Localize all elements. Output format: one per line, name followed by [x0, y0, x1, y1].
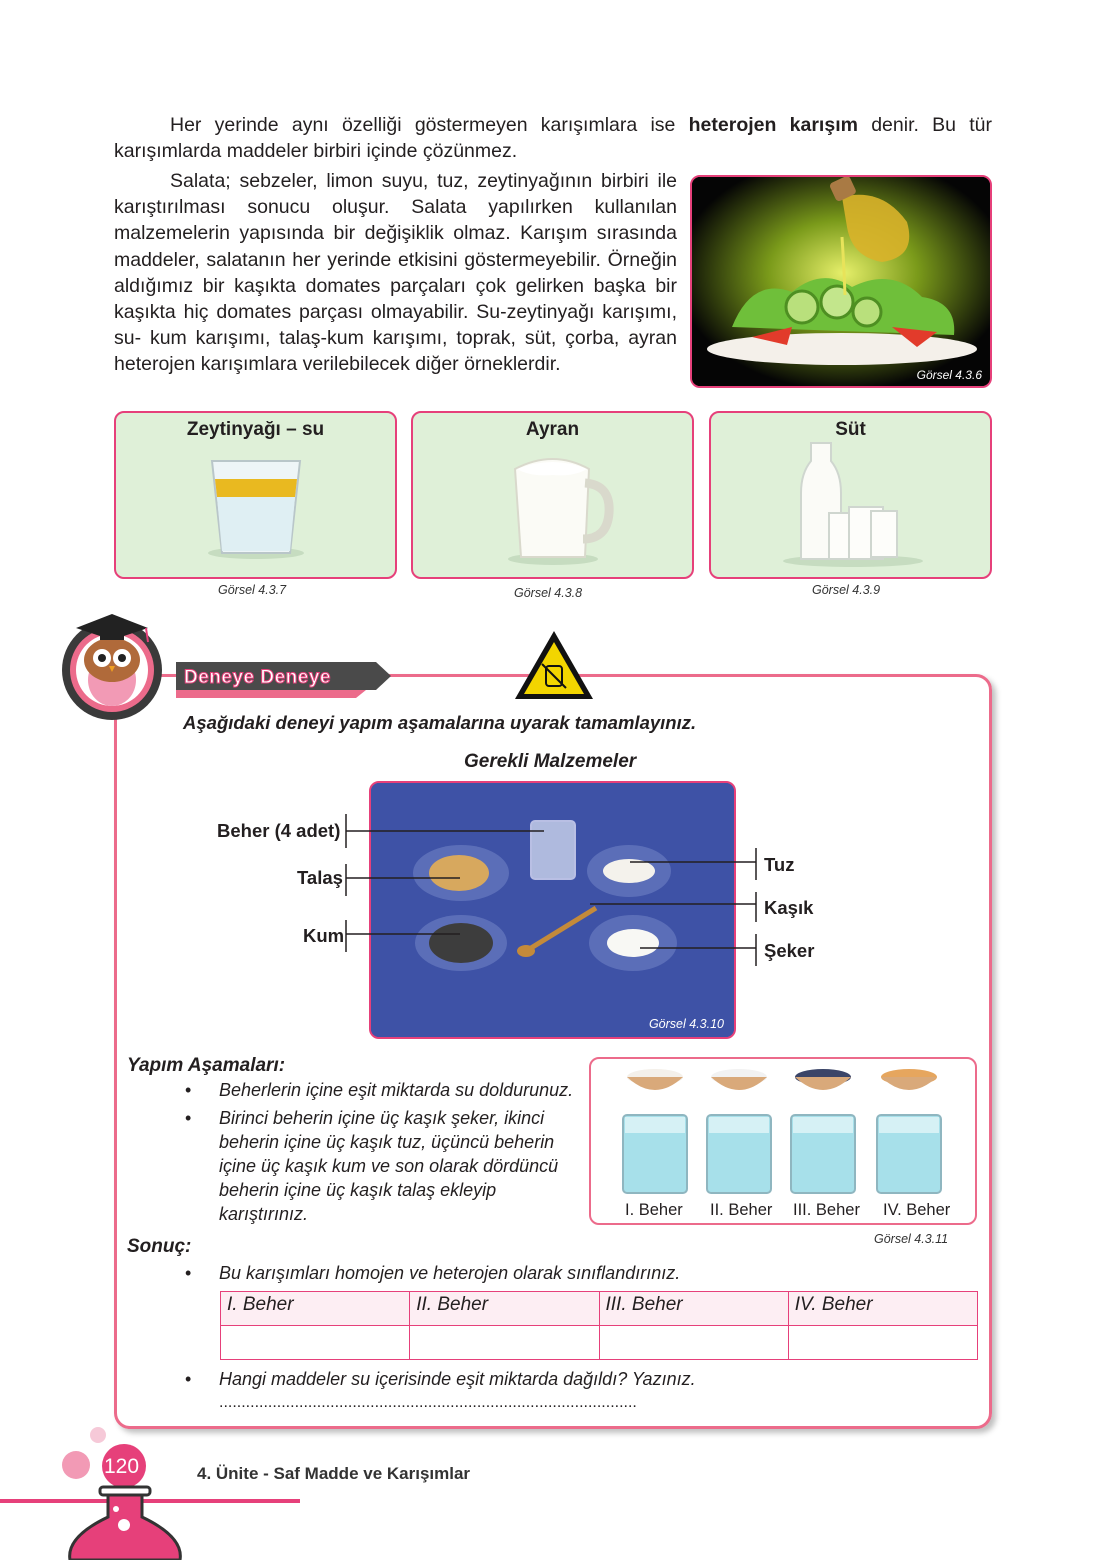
beaker-label-2: II. Beher: [710, 1201, 773, 1219]
salad-image: [690, 175, 992, 388]
materials-caption: Görsel 4.3.10: [648, 1017, 724, 1031]
banner-title: Deneye Deneye: [184, 667, 331, 688]
example-caption-3: Görsel 4.3.9: [812, 583, 881, 597]
answer-line[interactable]: ..............................................................................................: [219, 1394, 637, 1411]
classification-table: [220, 1291, 978, 1360]
answer-cell[interactable]: [221, 1326, 410, 1360]
steps-title: Yapım Aşamaları:: [127, 1055, 286, 1076]
question-text: Hangi maddeler su içerisinde eşit miktarda dağıldı? Yazınız.: [219, 1369, 696, 1389]
step-text: Beherlerin içine eşit miktarda su doldurunuz.: [219, 1080, 574, 1100]
example-sut: [709, 411, 992, 579]
intro-text: Her yerinde aynı özelliği göstermeyen karışımlara ise: [170, 114, 689, 136]
question-2: [185, 1367, 919, 1391]
beaker-label-4: IV. Beher: [883, 1201, 951, 1219]
table-header: III. Beher: [599, 1292, 788, 1326]
result-title: Sonuç:: [127, 1236, 192, 1257]
intro-paragraph-2: Salata; sebzeler, limon suyu, tuz, zeytinyağının birbiri ile karıştırılması sonucu oluşur. Salata yapılırken kullanılan malzemelerin yapısında bir değişiklik olmaz. Karışım sırasında maddeler, salatanın her yerinde etkisini göstermeyebilir. Örneğin aldığımız bir kaşıkta domates parçaları çok gelirken başka bir kaşıkta hiç domates parçası olmayabilir. Su-zeytinyağı karışımı, su- kum karışımı, talaş-kum karışımı, toprak, süt, çorba, ayran heterojen karışımlara verilebilecek diğer örneklerdir.: [114, 170, 677, 376]
label-kasik: Kaşık: [764, 897, 814, 918]
example-title: Ayran: [525, 419, 580, 440]
example-caption-1: Görsel 4.3.7: [218, 583, 287, 597]
step-text: Birinci beherin içine üç kaşık şeker, ikinci beherin içine üç kaşık tuz, üçüncü beherin içine üç kaşık kum ve son olarak dördüncü beherin içine üç kaşık talaş ekleyip karıştırınız.: [219, 1108, 559, 1224]
page-number: 120: [104, 1455, 140, 1478]
beakers-caption: Görsel 4.3.11: [874, 1232, 949, 1246]
label-talas: Talaş: [297, 867, 343, 888]
question-1: [185, 1261, 919, 1285]
example-title: Zeytinyağı – su: [186, 419, 325, 440]
step-1: [185, 1078, 599, 1102]
bullet: •: [185, 1263, 192, 1283]
answer-cell[interactable]: [788, 1326, 977, 1360]
question-text: Bu karışımları homojen ve heterojen olarak sınıflandırınız.: [219, 1263, 681, 1283]
heterojen-term: heterojen karışım: [688, 114, 858, 136]
label-kum: Kum: [303, 925, 345, 946]
label-tuz: Tuz: [764, 854, 795, 875]
example-ayran: [411, 411, 694, 579]
table-header-row: [221, 1292, 978, 1326]
flask-decoration-icon: [0, 1425, 300, 1560]
beaker-label-3: III. Beher: [793, 1201, 860, 1219]
bullet: •: [185, 1369, 192, 1389]
table-header: I. Beher: [221, 1292, 410, 1326]
answer-cell[interactable]: [410, 1326, 599, 1360]
table-header: IV. Beher: [788, 1292, 977, 1326]
table-answer-row: [221, 1326, 978, 1360]
experiment-banner: [176, 662, 391, 698]
example-title: Süt: [835, 419, 866, 440]
salad-caption: Görsel 4.3.6: [916, 368, 982, 382]
table-header: II. Beher: [410, 1292, 599, 1326]
intro-text-end: denir. Bu tür karışımlarda maddeler birbiri içinde çözünmez.: [114, 114, 992, 162]
owl-mascot-icon: [56, 600, 196, 730]
beakers-illustration: [591, 1059, 975, 1223]
step-2: [185, 1106, 589, 1226]
beakers-figure: [589, 1057, 977, 1225]
bullet: •: [185, 1108, 192, 1128]
materials-title: Gerekli Malzemeler: [464, 751, 637, 772]
salad-illustration: [692, 177, 992, 388]
bullet: •: [185, 1080, 192, 1100]
example-oil-water: [114, 411, 397, 579]
answer-cell[interactable]: [599, 1326, 788, 1360]
label-beher: Beher (4 adet): [217, 820, 341, 841]
footer-unit-title: 4. Ünite - Saf Madde ve Karışımlar: [197, 1464, 471, 1483]
beaker-label-1: I. Beher: [625, 1201, 683, 1219]
intro-paragraph-1: [114, 112, 992, 164]
warning-sign-icon: [512, 628, 596, 702]
experiment-instruction: Aşağıdaki deneyi yapım aşamalarına uyarak tamamlayınız.: [183, 712, 697, 733]
label-leader-lines: [340, 810, 770, 970]
label-seker: Şeker: [764, 940, 815, 961]
example-caption-2: Görsel 4.3.8: [514, 586, 583, 600]
